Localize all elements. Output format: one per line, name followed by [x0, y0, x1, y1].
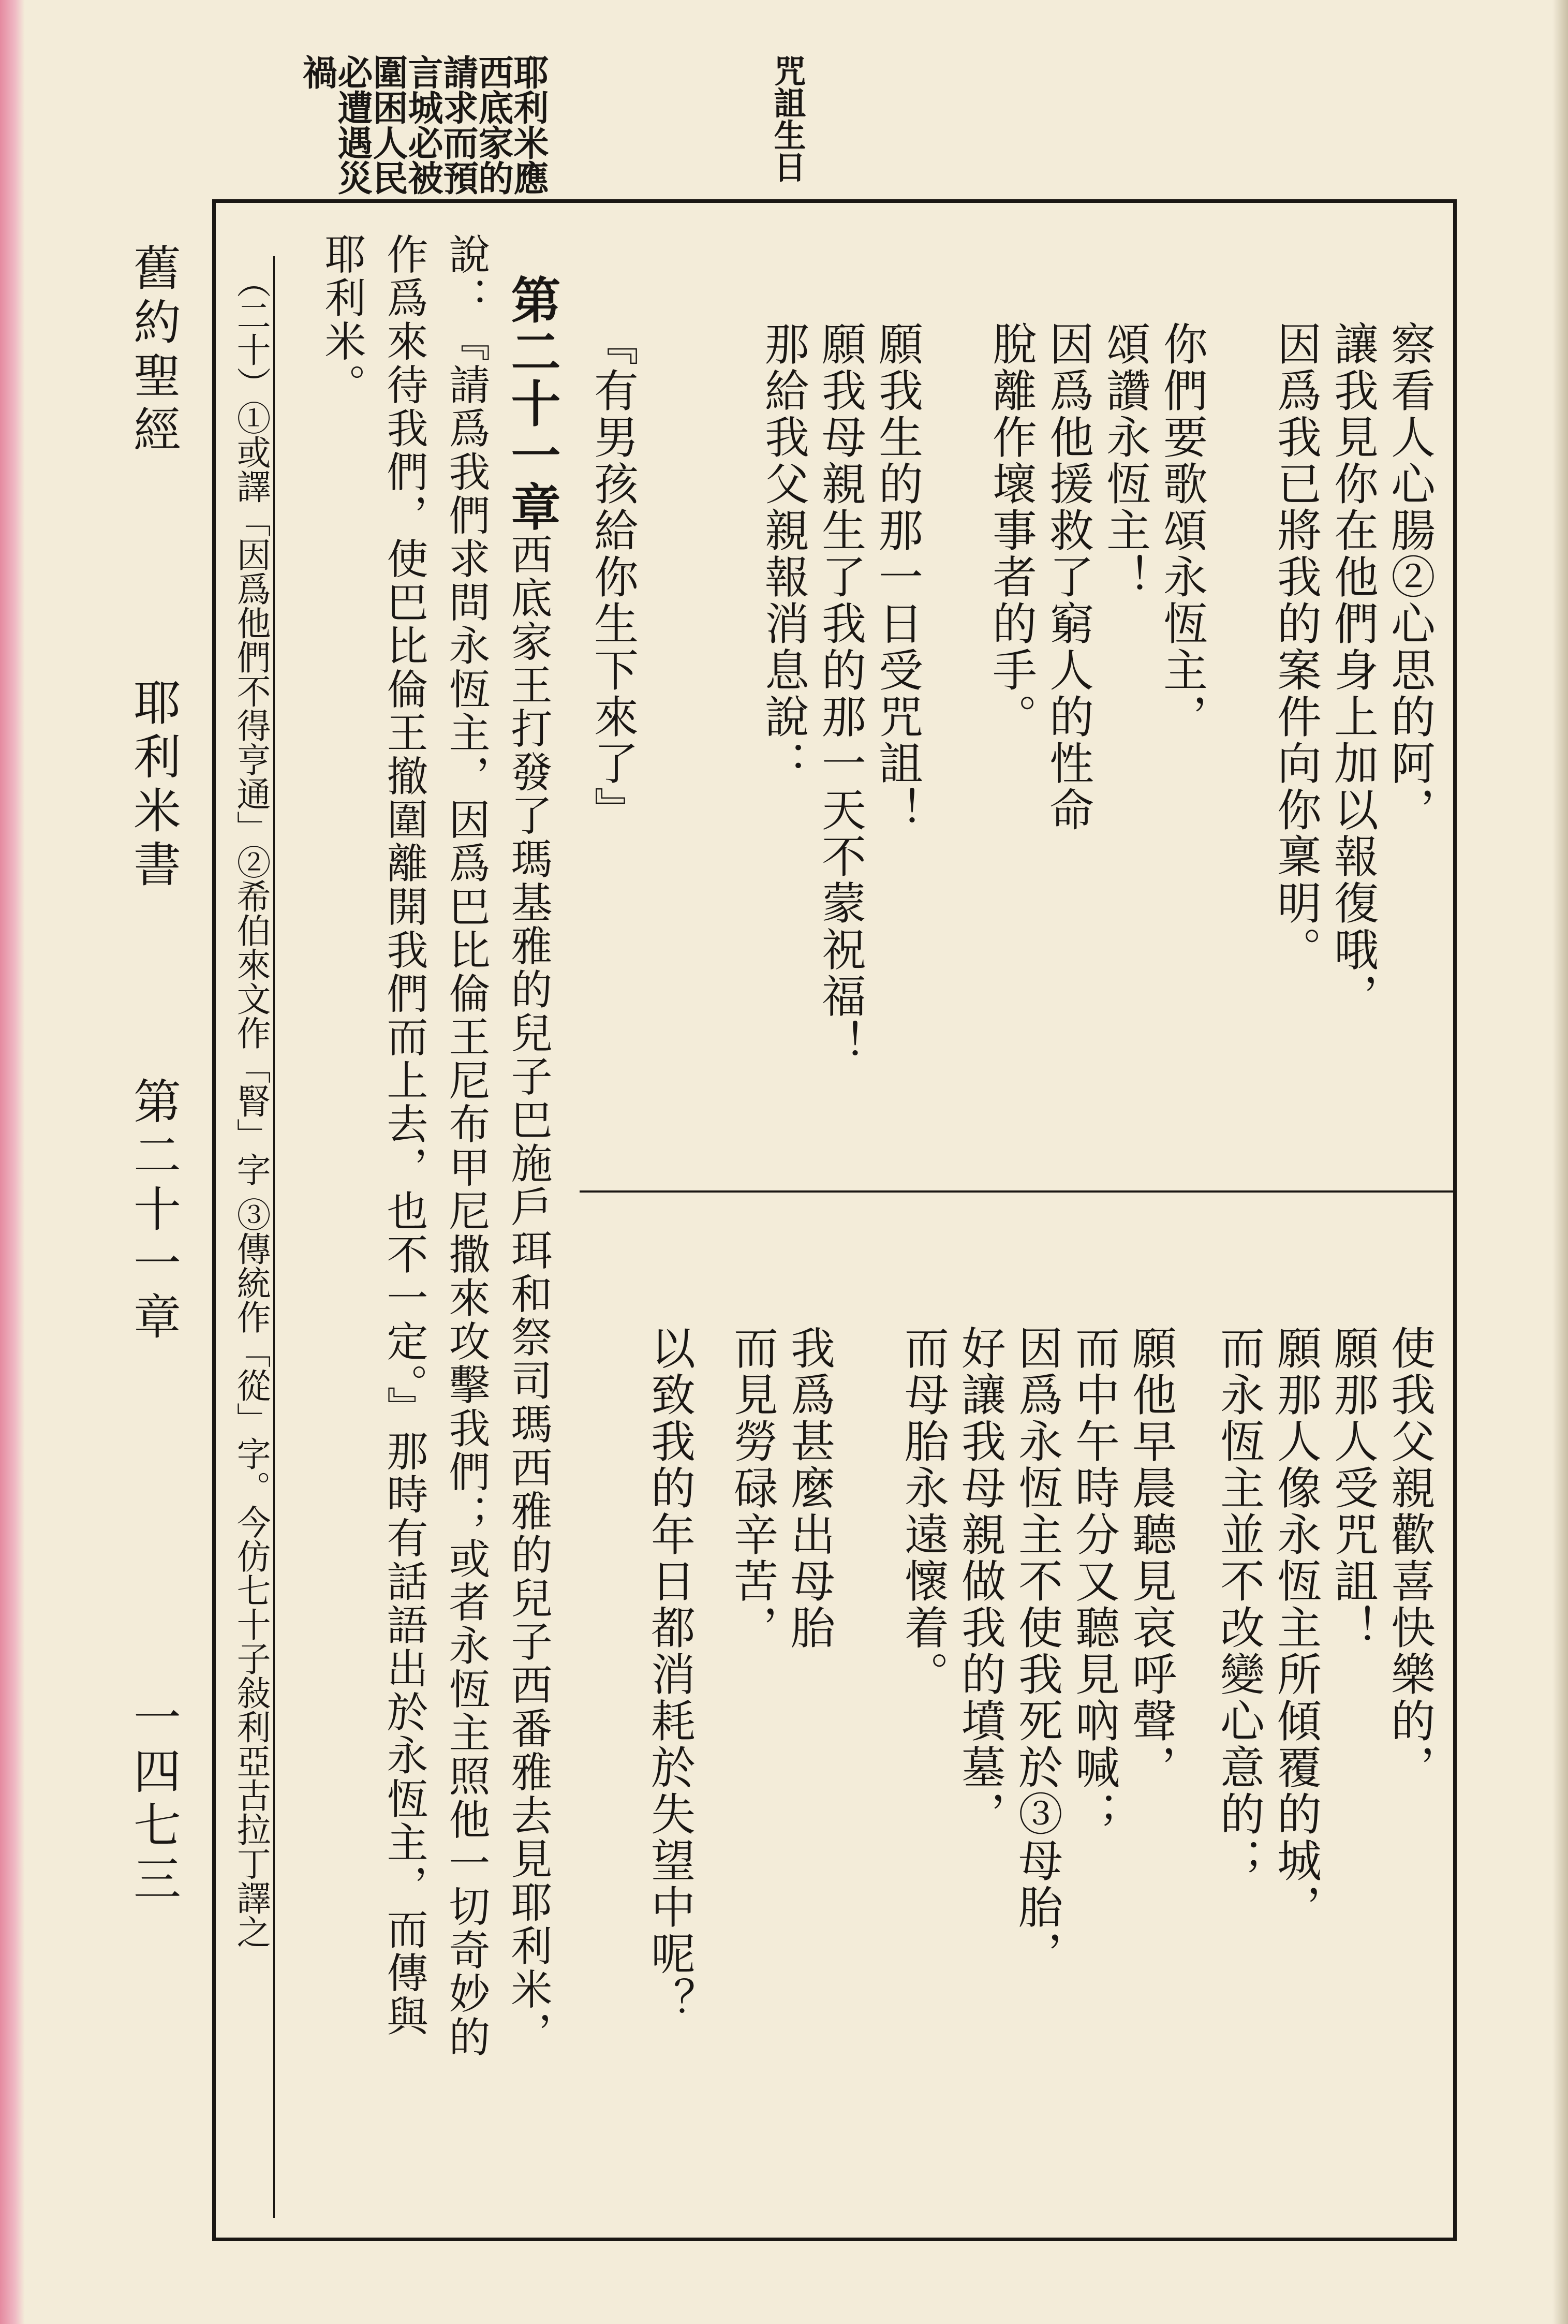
poem-line: 因爲我已將我的案件向你稟明。 [1269, 321, 1321, 973]
poem-line: 『有男孩給你生下來了』 [586, 321, 638, 833]
chapter-label: 第二十一章 [126, 1077, 181, 1346]
poem-line: 讓我見你在他們身上加以報復哦， [1326, 321, 1378, 1020]
page-number: 一四七三 [126, 1693, 181, 1908]
poem-line: 願我生的那一日受咒詛！ [871, 321, 923, 833]
prose-line: 耶利米。 [318, 233, 366, 407]
poem-line: 因爲他援救了窮人的性命 [1042, 321, 1093, 833]
heading-line: 西底家的 [472, 54, 514, 195]
poem-line: 使我父親歡喜快樂的， [1383, 1325, 1435, 1791]
section-heading [297, 54, 549, 204]
heading-line: 請求而預 [437, 54, 479, 195]
heading-line: 耶利米應 [508, 54, 549, 195]
poem-line: 而中午時分又聽見吶喊； [1068, 1325, 1119, 1837]
poem-line: 願他早晨聽見哀呼聲， [1125, 1325, 1176, 1791]
poem-line: 願那人受咒詛！ [1326, 1325, 1378, 1651]
prose-line: 作爲來待我們，使巴比倫王撤圍離開我們而上去，也不一定。』那時有話語出於永恆主，而傳與 [380, 233, 428, 2038]
poem-line: 那給我父親報消息說： [757, 321, 809, 787]
poem-line: 願那人像永恆主所傾覆的城， [1269, 1325, 1321, 1931]
poem-line: 以致我的年日都消耗於失望中呢？ [643, 1325, 695, 2024]
poem-line: 察看人心腸②心思的阿， [1383, 321, 1435, 833]
page-edge-right [1552, 0, 1568, 2324]
heading-line: 禍 [297, 54, 338, 90]
prose-line: 說：『請爲我們求問永恆主，因爲巴比倫王尼布甲尼撒來攻擊我們；或者永恆主照他一切奇妙的 [442, 233, 490, 2059]
poem-line: 因爲永恆主不使我死於③母胎， [1011, 1325, 1062, 1977]
book-name: 耶利米書 [126, 678, 181, 893]
heading-line: 言城必被 [402, 54, 443, 195]
heading-line: 圍困人民 [367, 54, 408, 195]
cross-heading: 咒詛生日 [768, 54, 806, 183]
footnote: （二十）①或譯「因爲他們不得亨通」②希伯來文作「腎」字 ③傳統作「從」字。今仿七十子敍利亞古拉丁譯之 [231, 264, 271, 1949]
poem-line: 你們要歌頌永恆主， [1156, 321, 1207, 740]
poem-line: 我爲甚麼出母胎 [783, 1325, 835, 1651]
page-edge-left [0, 0, 25, 2324]
chapter-heading: 第二十一章 [503, 274, 561, 533]
heading-line: 必遭遇災 [332, 54, 373, 195]
poem-line: 好讓我母親做我的墳墓， [954, 1325, 1005, 1837]
poem-line: 而母胎永遠懷着。 [897, 1325, 949, 1698]
poem-line: 而見勞碌辛苦， [726, 1325, 778, 1651]
column-divider [580, 1190, 1457, 1193]
poem-line: 脫離作壞事者的手。 [985, 321, 1037, 740]
book-title: 舊約聖經 [126, 243, 181, 459]
prose-line: 西底家王打發了瑪基雅的兒子巴施戶珥和祭司瑪西雅的兒子西番雅去見耶利米， [504, 533, 552, 2055]
poem-line: 而永恆主並不改變心意的； [1212, 1325, 1264, 1884]
poem-line: 頌讚永恆主！ [1099, 321, 1150, 600]
poem-line: 願我母親生了我的那一天不蒙祝福！ [814, 321, 866, 1066]
